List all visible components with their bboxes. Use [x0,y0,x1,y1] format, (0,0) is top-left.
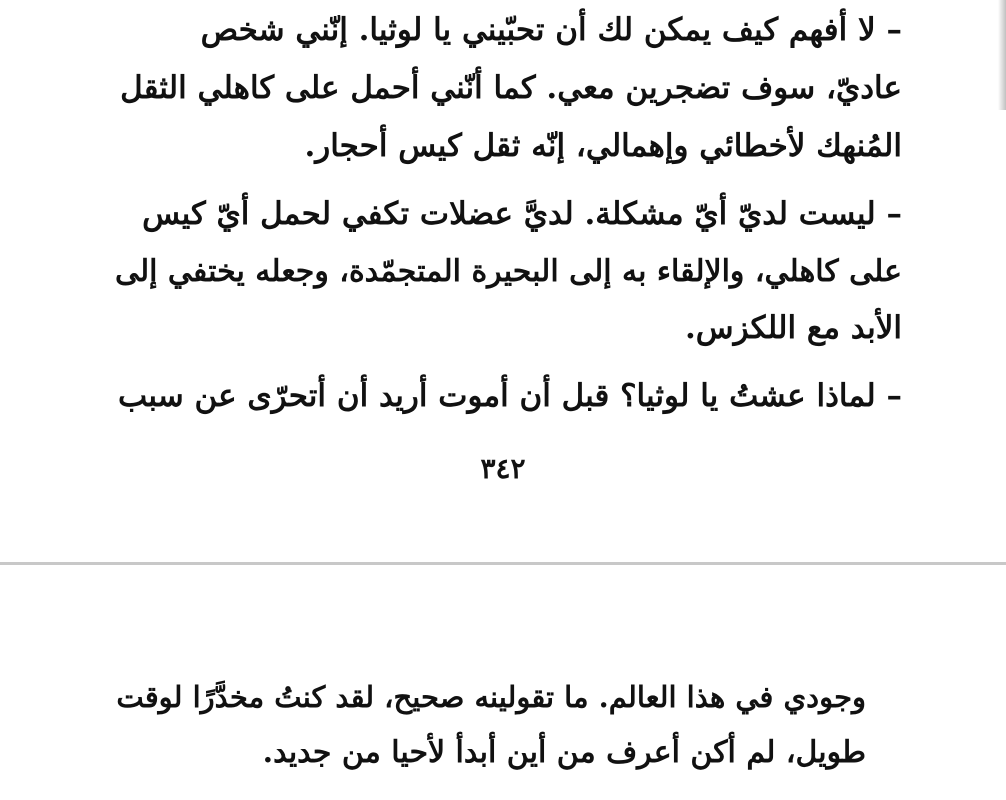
text-line-8: وجودي في هذا العالم. ما تقولينه صحيح، لقد كنتُ مخدَّرًا لوقت [116,680,866,714]
scroll-edge-shadow [998,0,1006,110]
text-line-3: المُنهك لأخطائي وإهمالي، إنّه ثقل كيس أحجار. [304,128,902,164]
text-line-7: – لماذا عشتُ يا لوثيا؟ قبل أن أموت أريد أن أتحرّى عن سبب [117,378,902,414]
text-line-4: – ليست لديّ أيّ مشكلة. لديَّ عضلات تكفي لحمل أيّ كيس [142,196,902,232]
text-line-1: – لا أفهم كيف يمكن لك أن تحبّيني يا لوثيا. إنّني شخص [200,12,902,48]
text-line-9: طويل، لم أكن أعرف من أين أبدأ لأحيا من جديد. [262,735,866,770]
text-line-6: الأبد مع اللكزس. [684,310,902,346]
text-line-5: على كاهلي، والإلقاء به إلى البحيرة المتجمّدة، وجعله يختفي إلى [114,254,902,289]
book-page-bottom [0,565,1006,800]
text-line-2: عاديّ، سوف تضجرين معي. كما أنّني أحمل على كاهلي الثقل [120,70,902,106]
page-number: ٣٤٢ [480,452,526,485]
